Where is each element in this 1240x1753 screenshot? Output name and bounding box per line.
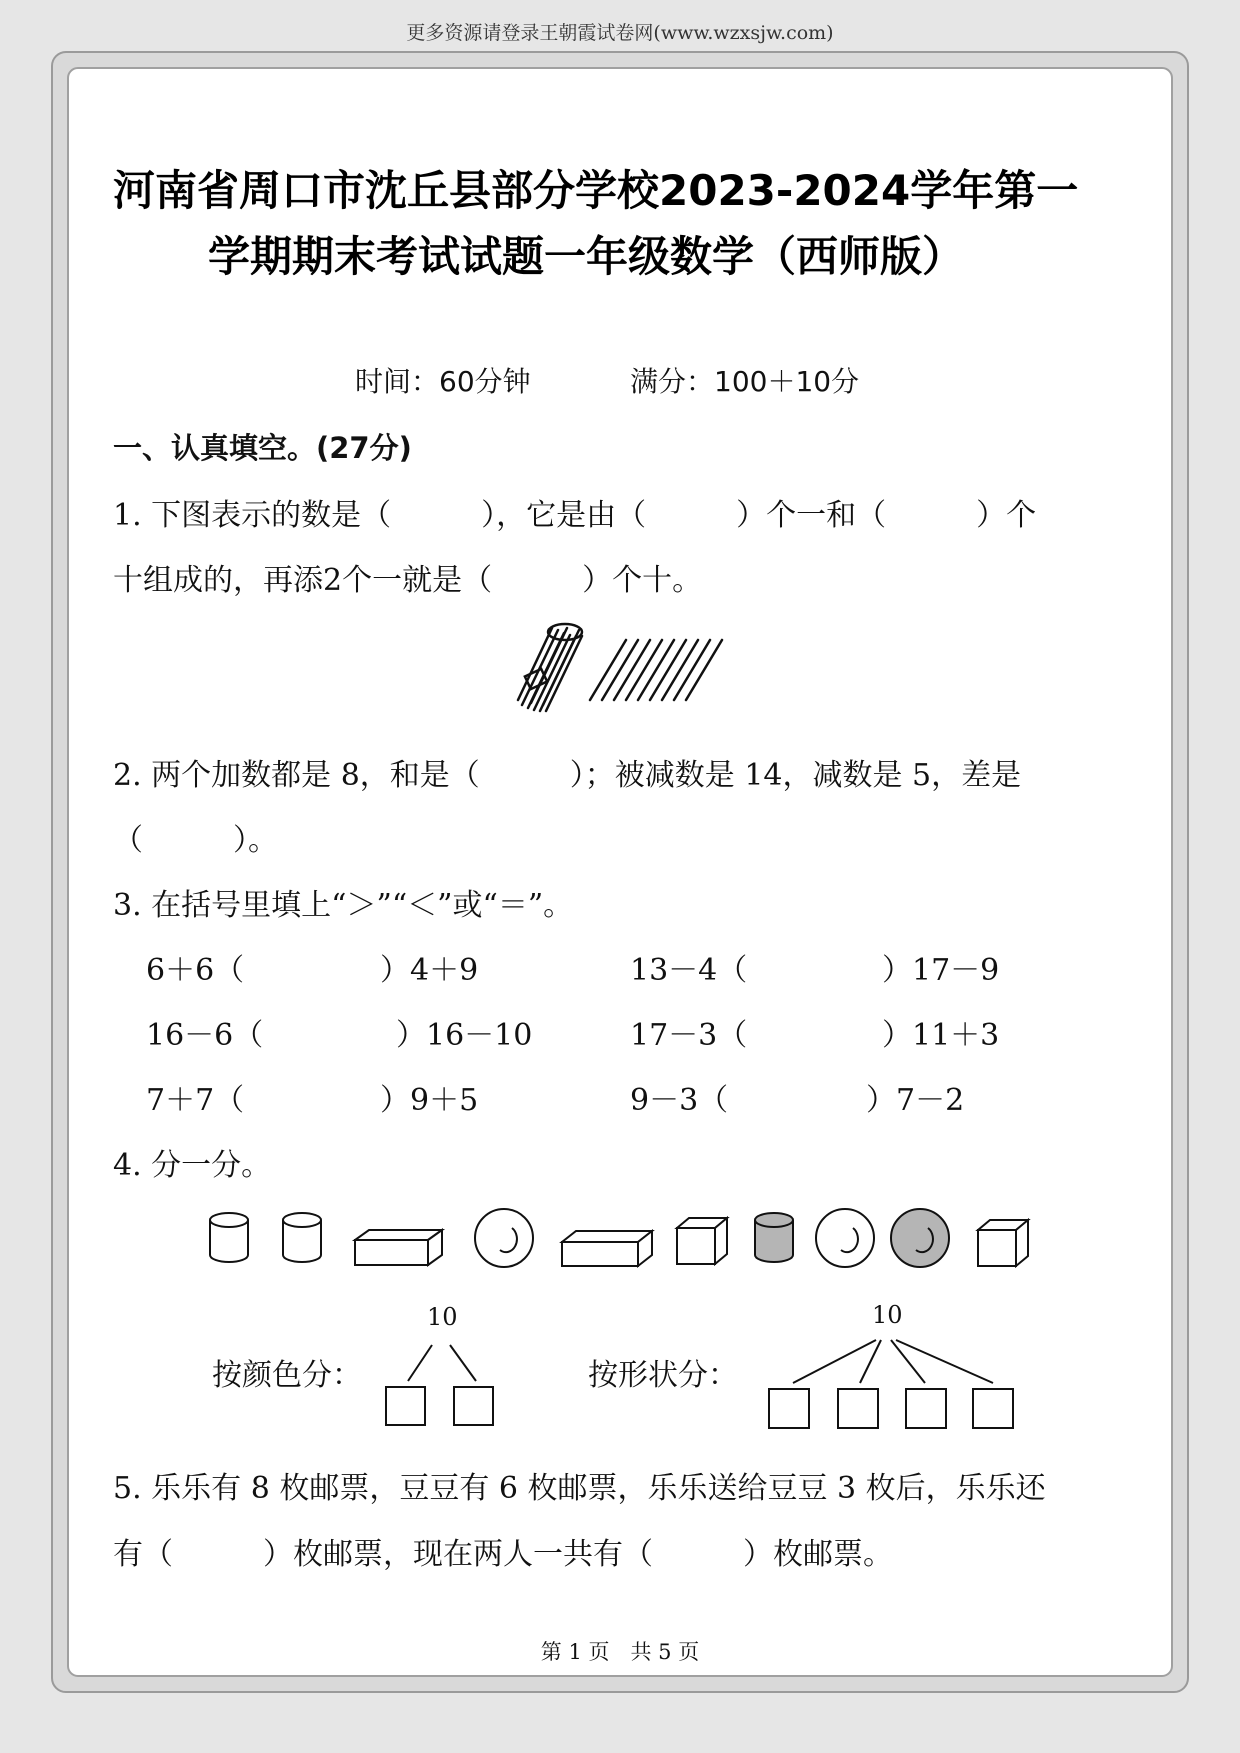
color-answer-box-2[interactable] (454, 1387, 493, 1425)
by-color-label: 按颜色分： (212, 1358, 362, 1393)
section-heading: 一、认真填空。(27分) (113, 431, 412, 465)
cylinder-1 (210, 1213, 248, 1262)
sphere-2 (816, 1209, 874, 1267)
q4-stem: 4. 分一分。 (113, 1148, 272, 1183)
q2-line-2: （ ）。 (113, 823, 278, 858)
comparison-4-right: ）11＋3 (882, 1018, 1000, 1053)
cylinder-2 (283, 1213, 321, 1262)
cube-2 (978, 1220, 1028, 1266)
comparison-6-right: ）7－2 (866, 1083, 965, 1118)
title-line-2: 学期期末考试试题一年级数学（西师版） (208, 232, 965, 281)
comparison-3-right: ）16－10 (396, 1018, 533, 1053)
comparison-2-right: ）17－9 (882, 953, 1000, 988)
q1-line-1: 1. 下图表示的数是（ ），它是由（ ）个一和（ ）个 (113, 498, 1037, 533)
comparison-6-left: 9－3（ (630, 1083, 729, 1118)
comparison-3-left: 16－6（ (146, 1018, 264, 1053)
shape-answer-box-4[interactable] (973, 1389, 1013, 1428)
cuboid-2 (562, 1231, 652, 1266)
page-footer: 第 1 页 共 5 页 (540, 1640, 700, 1664)
q1-line-2: 十组成的，再添2个一就是（ ）个十。 (113, 563, 703, 598)
comparison-5-right: ）9＋5 (380, 1083, 479, 1118)
by-shape-label: 按形状分： (588, 1358, 738, 1393)
color-total: 10 (427, 1303, 458, 1331)
q3-stem: 3. 在括号里填上“＞”“＜”或“＝”。 (113, 888, 574, 923)
shape-total: 10 (872, 1301, 903, 1329)
q2-line-1: 2. 两个加数都是 8，和是（ ）；被减数是 14，减数是 5，差是 (113, 758, 1022, 793)
comparison-4-left: 17－3（ (630, 1018, 748, 1053)
comparison-2-left: 13－4（ (630, 953, 748, 988)
shape-answer-box-3[interactable] (906, 1389, 946, 1428)
color-answer-box-1[interactable] (386, 1387, 425, 1425)
q5-line-2: 有（ ）枚邮票，现在两人一共有（ ）枚邮票。 (113, 1537, 893, 1572)
comparison-1-right: ）4＋9 (380, 953, 479, 988)
title-line-1: 河南省周口市沈丘县部分学校2023-2024学年第一 (113, 166, 1079, 215)
q5-line-1: 5. 乐乐有 8 枚邮票，豆豆有 6 枚邮票，乐乐送给豆豆 3 枚后，乐乐还 (113, 1471, 1046, 1506)
sphere-1 (475, 1209, 533, 1267)
exam-time: 时间：60分钟 (355, 365, 531, 398)
shape-answer-box-1[interactable] (769, 1389, 809, 1428)
watermark: 更多资源请登录王朝霞试卷网(www.wzxsjw.com) (406, 22, 834, 44)
paper-sheet (68, 68, 1172, 1676)
cube-1 (677, 1218, 727, 1264)
sphere-gray (891, 1209, 949, 1267)
cuboid-1 (355, 1230, 442, 1265)
comparison-5-left: 7＋7（ (146, 1083, 245, 1118)
shape-answer-box-2[interactable] (838, 1389, 878, 1428)
cylinder-gray (755, 1213, 793, 1262)
comparison-1-left: 6＋6（ (146, 953, 245, 988)
exam-score: 满分：100＋10分 (630, 365, 860, 398)
